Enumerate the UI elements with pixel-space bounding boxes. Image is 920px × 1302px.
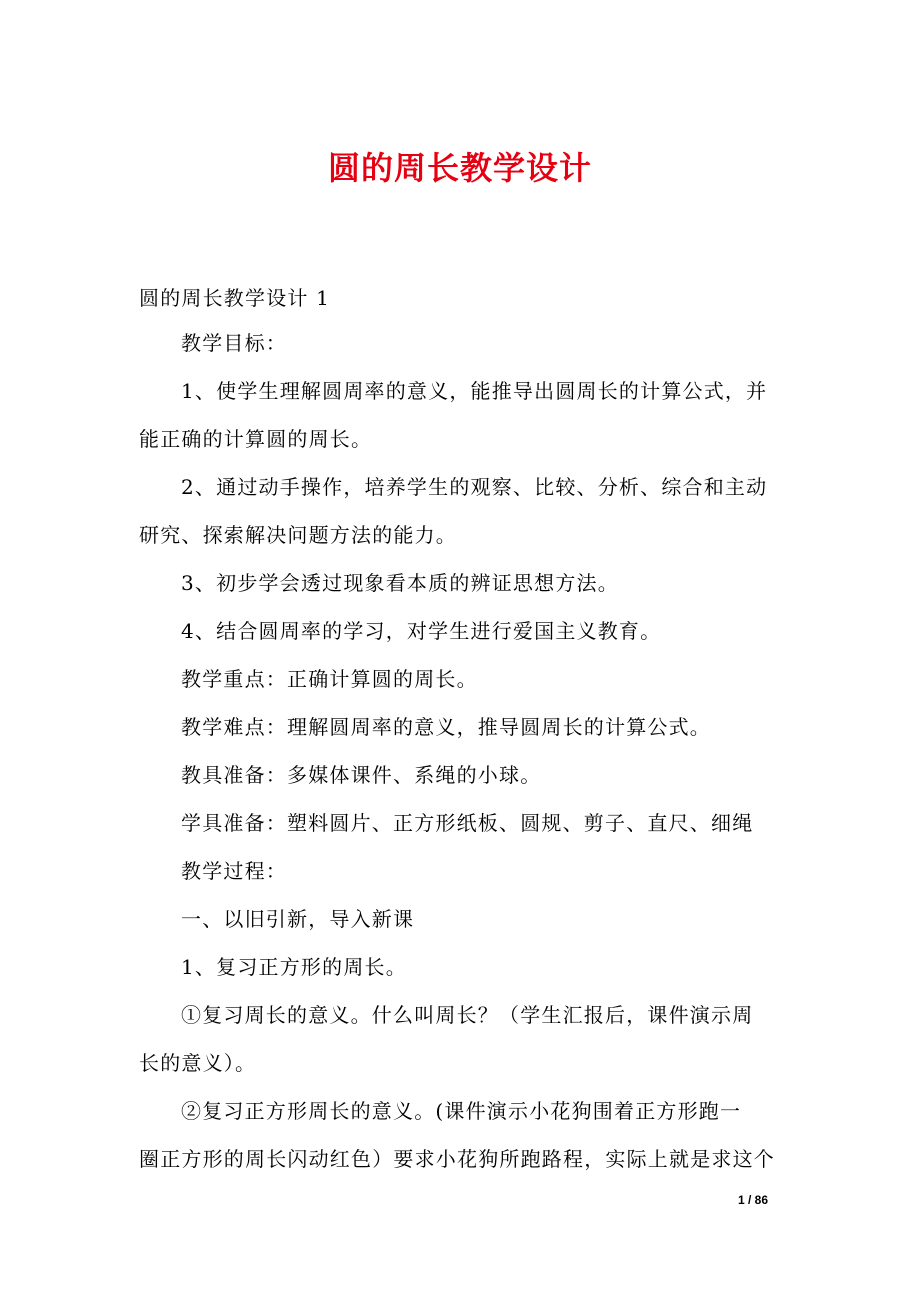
paragraph-line: 长的意义）。 <box>139 1051 257 1075</box>
paragraph-line: 能正确的计算圆的周长。 <box>139 427 373 451</box>
paragraph-line: 3、初步学会透过现象看本质的辨证思想方法。 <box>181 571 619 595</box>
paragraph-line: 1、复习正方形的周长。 <box>181 955 407 979</box>
paragraph-line: 圈正方形的周长闪动红色）要求小花狗所跑路程，实际上就是求这个 <box>139 1147 775 1171</box>
paragraph-line: 教学重点：正确计算圆的周长。 <box>181 667 478 691</box>
section-heading: 圆的周长教学设计 1 <box>139 286 331 310</box>
paragraph-line: 4、结合圆周率的学习，对学生进行爱国主义教育。 <box>181 619 662 643</box>
paragraph-line: 2、通过动手操作，培养学生的观察、比较、分析、综合和主动 <box>181 475 768 499</box>
paragraph-line: 一、以旧引新，导入新课 <box>181 907 415 931</box>
paragraph-line: 学具准备：塑料圆片、正方形纸板、圆规、剪子、直尺、细绳 <box>181 811 754 835</box>
paragraph-line: 教学目标： <box>181 331 287 355</box>
document-title: 圆的周长教学设计 <box>327 149 592 187</box>
paragraph-line: 教学过程： <box>181 859 287 883</box>
paragraph-line: 1、使学生理解圆周率的意义，能推导出圆周长的计算公式，并 <box>181 379 768 403</box>
paragraph-line: 研究、探索解决问题方法的能力。 <box>139 523 457 547</box>
paragraph-line: ①复习周长的意义。什么叫周长？（学生汇报后，课件演示周 <box>181 1003 754 1027</box>
paragraph-line: 教学难点：理解圆周率的意义，推导圆周长的计算公式。 <box>181 715 711 739</box>
paragraph-line: ②复习正方形周长的意义。(课件演示小花狗围着正方形跑一 <box>181 1099 742 1123</box>
paragraph-line: 教具准备：多媒体课件、系绳的小球。 <box>181 763 542 787</box>
page-indicator: 1 / 86 <box>738 1193 769 1207</box>
